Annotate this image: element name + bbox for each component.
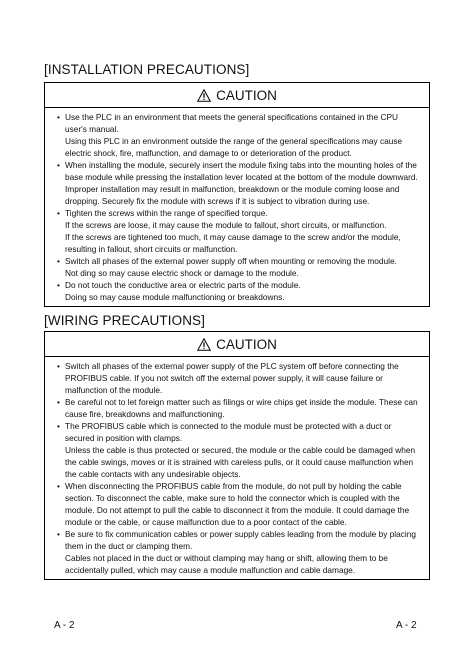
bullet: • bbox=[57, 397, 60, 407]
bullet: • bbox=[57, 280, 60, 290]
list-item bbox=[57, 420, 421, 480]
item-line: The PROFIBUS cable which is connected to the module must be protected with a duct or bbox=[65, 421, 392, 431]
wiring-section-title: [WIRING PRECAUTIONS] bbox=[44, 313, 206, 328]
item-line: When disconnecting the PROFIBUS cable from the module, do not pull by holding the cable bbox=[65, 481, 402, 491]
list-item bbox=[57, 396, 421, 420]
bullet: • bbox=[57, 361, 60, 371]
caution-label: CAUTION bbox=[216, 87, 277, 103]
item-line: them in the duct or clamping them. bbox=[65, 541, 193, 551]
item-line: PROFIBUS cable. If you not switch off the external power supply, it will cause failure or bbox=[65, 373, 383, 383]
installation-section-title: [INSTALLATION PRECAUTIONS] bbox=[44, 62, 250, 77]
item-line: Doing so may cause module malfunctioning or breakdowns. bbox=[65, 292, 285, 302]
wiring-caution-box bbox=[44, 331, 430, 580]
item-line: When installing the module, securely insert the module fixing tabs into the mounting holes of the bbox=[65, 160, 417, 170]
item-line: Using this PLC in an environment outside the range of the general specifications may cause bbox=[65, 136, 403, 146]
bullet: • bbox=[57, 421, 60, 431]
item-line: the cable contacts with any undesirable objects. bbox=[65, 469, 241, 479]
item-line: the cable swings, moves or it is strained with careless pulls, or it could cause malfunction when bbox=[65, 457, 414, 467]
warning-icon bbox=[197, 89, 211, 102]
list-item bbox=[57, 480, 421, 528]
item-line: secured in position with clamps. bbox=[65, 433, 183, 443]
item-line: Switch all phases of the external power supply off when mounting or removing the module. bbox=[65, 256, 397, 266]
item-line: Tighten the screws within the range of specified torque. bbox=[65, 208, 268, 218]
item-line: base module while pressing the installation lever located at the bottom of the module downward. bbox=[65, 172, 418, 182]
item-line: Be sure to fix communication cables or power supply cables leading from the module by placing bbox=[65, 529, 416, 539]
bullet: • bbox=[57, 208, 60, 218]
item-line: resulting in fallout, short circuits or malfunction. bbox=[65, 244, 238, 254]
item-line: section. To disconnect the cable, make sure to hold the connector which is coupled with the bbox=[65, 493, 400, 503]
item-line: Switch all phases of the external power supply of the PLC system off before connecting the bbox=[65, 361, 399, 371]
wiring-caution-header bbox=[45, 332, 429, 357]
item-line: malfunction of the module. bbox=[65, 385, 163, 395]
list-item bbox=[57, 159, 421, 207]
list-item bbox=[57, 528, 421, 576]
list-item bbox=[57, 279, 421, 303]
wiring-list bbox=[45, 357, 429, 579]
item-line: dropping. Securely fix the module with screws if it is subject to vibration during use. bbox=[65, 196, 370, 206]
item-line: cause fire, breakdowns and malfunctioning. bbox=[65, 409, 225, 419]
caution-label: CAUTION bbox=[216, 336, 277, 352]
installation-list bbox=[45, 108, 429, 306]
item-line: Cables not placed in the duct or without clamping may hang or shift, allowing them to be bbox=[65, 553, 388, 563]
warning-icon bbox=[197, 338, 211, 351]
item-line: Unless the cable is thus protected or secured, the module or the cable could be damaged when bbox=[65, 445, 416, 455]
list-item bbox=[57, 111, 421, 159]
list-item bbox=[57, 360, 421, 396]
item-line: Use the PLC in an environment that meets the general specifications contained in the CPU bbox=[65, 112, 398, 122]
item-line: electric shock, fire, malfunction, and damage to or deterioration of the product. bbox=[65, 148, 352, 158]
page-number-left: A - 2 bbox=[54, 620, 75, 631]
item-line: If the screws are loose, it may cause the module to fallout, short circuits, or malfunction. bbox=[65, 220, 387, 230]
item-line: Be careful not to let foreign matter such as filings or wire chips get inside the module. These can bbox=[65, 397, 418, 407]
list-item bbox=[57, 207, 421, 255]
item-line: Do not touch the conductive area or electric parts of the module. bbox=[65, 280, 301, 290]
bullet: • bbox=[57, 256, 60, 266]
bullet: • bbox=[57, 529, 60, 539]
item-line: If the screws are tightened too much, it may cause damage to the screw and/or the module, bbox=[65, 232, 401, 242]
installation-caution-header bbox=[45, 83, 429, 108]
bullet: • bbox=[57, 160, 60, 170]
item-line: accidentally pulled, which may cause a module malfunction and cable damage. bbox=[65, 565, 356, 575]
item-line: module or the cable, or cause malfunction due to a poor contact of the cable. bbox=[65, 517, 347, 527]
page-number-right: A - 2 bbox=[396, 620, 417, 631]
item-line: module. Do not attempt to pull the cable to disconnect it from the module. It could damage the bbox=[65, 505, 410, 515]
bullet: • bbox=[57, 112, 60, 122]
bullet: • bbox=[57, 481, 60, 491]
item-line: Not ding so may cause electric shock or damage to the module. bbox=[65, 268, 299, 278]
item-line: Improper installation may result in malfunction, breakdown or the module coming loose and bbox=[65, 184, 400, 194]
installation-caution-box bbox=[44, 82, 430, 307]
item-line: user's manual. bbox=[65, 124, 119, 134]
list-item bbox=[57, 255, 421, 279]
